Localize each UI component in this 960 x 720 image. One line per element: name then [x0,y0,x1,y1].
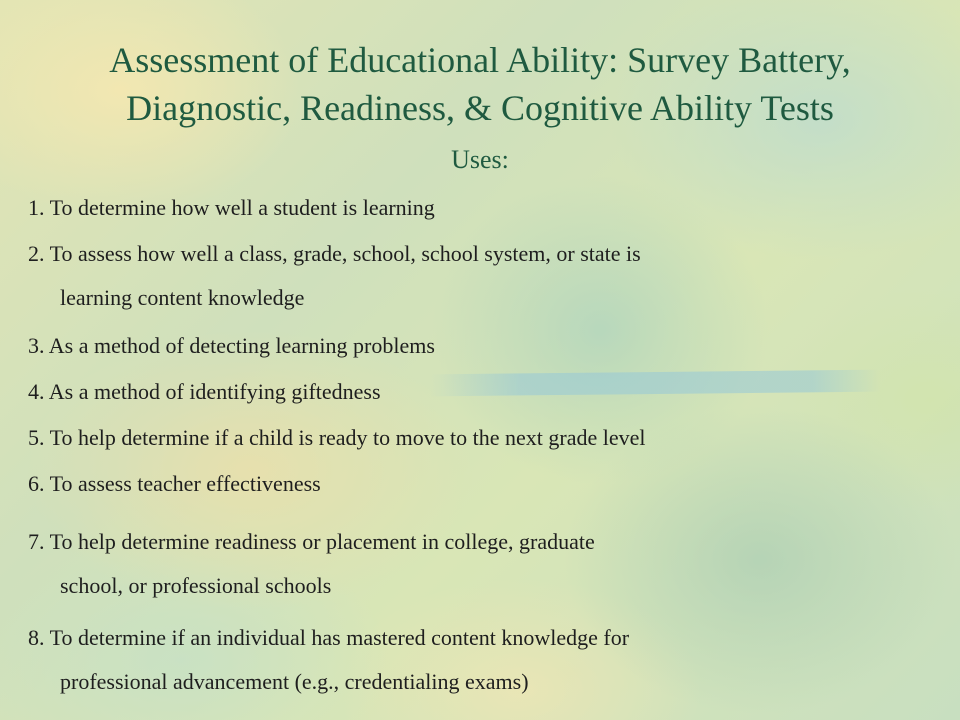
list-item-2 [28,232,948,320]
list-item-1-text: 1. To determine how well a student is learning [28,195,435,220]
list-item-6-text: 6. To assess teacher effectiveness [28,471,321,496]
list-item-4 [28,370,948,414]
list-item-8-continuation: professional advancement (e.g., credentialing exams) [60,669,529,694]
list-item-7 [28,520,948,608]
list-item-5-text: 5. To help determine if a child is ready to move to the next grade level [28,425,646,450]
uses-heading: Uses: [451,145,509,174]
list-item-7-continuation: school, or professional schools [60,573,332,598]
slide-title-line-2: Diagnostic, Readiness, & Cognitive Ability Tests [126,88,834,128]
list-item-8-text: 8. To determine if an individual has mastered content knowledge for [28,625,630,650]
list-item-6 [28,462,948,506]
list-item-1 [28,186,948,230]
slide-title [0,36,960,132]
list-item-3 [28,324,948,368]
list-item-8 [28,616,948,704]
list-item-2-text: 2. To assess how well a class, grade, school, school system, or state is [28,241,641,266]
list-item-3-text: 3. As a method of detecting learning problems [28,333,435,358]
slide-title-line-1: Assessment of Educational Ability: Survey Battery, [109,40,851,80]
list-item-5 [28,416,948,460]
list-item-7-text: 7. To help determine readiness or placement in college, graduate [28,529,595,554]
list-item-2-continuation: learning content knowledge [60,285,305,310]
list-item-4-text: 4. As a method of identifying giftedness [28,379,381,404]
